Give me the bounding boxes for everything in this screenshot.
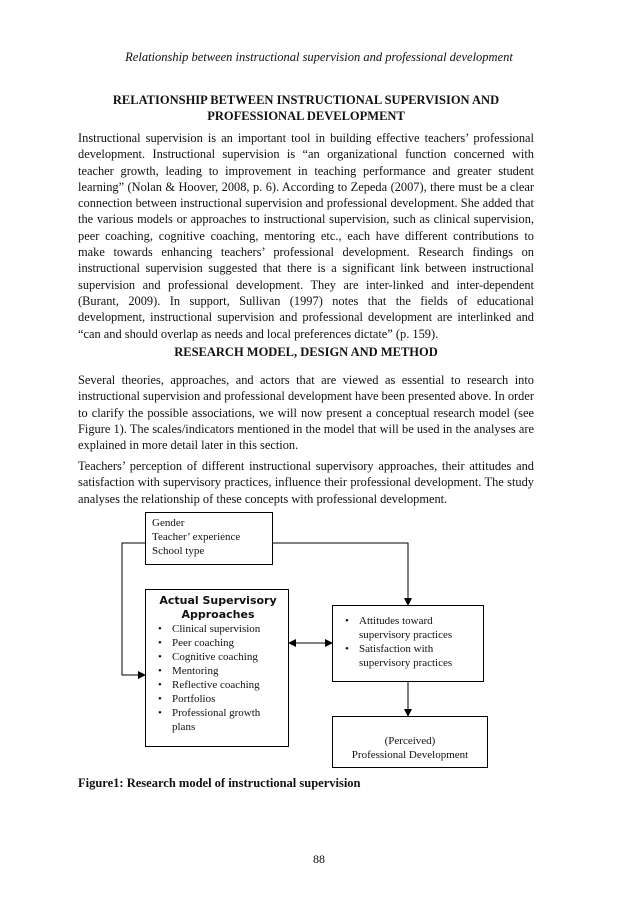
approaches-title-line-2: Approaches: [181, 608, 255, 621]
outcome-line-2: Professional Development: [351, 749, 469, 761]
approach-item: • Portfolios: [152, 692, 284, 706]
background-variable-item: Teacher’ experience: [152, 531, 241, 543]
background-variables-box: [145, 512, 273, 565]
professional-development-box: [332, 716, 488, 768]
page-number: 88: [313, 852, 325, 866]
attitudes-list: [339, 614, 479, 670]
approach-item: • Peer coaching: [152, 636, 284, 650]
paragraph-1: Instructional supervision is an important tool in building effective teachers’ professional development. Instructional supervision is “an organizational function concerned with teacher growth, leading to improvement in teaching performance and greater student learning” (Nolan & Hoover, 2008, p. 6). According to Zepeda (2007), there must be a clear connection between instructional supervision and professional development. She added that the various models or approaches to instructional supervision, such as clinical supervision, peer coaching, cognitive coaching, mentoring etc., each have different contributions to make towards enhancing teachers’ professional development. Research findings on instructional supervision suggested that there is a significant link between instructional supervision and professional development. They are inter-linked and inter-dependent (Burant, 2009). In support, Sullivan (1997) notes that the fields of educational development, instructional supervision and professional development are interlinked and “can and should overlap as needs and local preferences dictate” (p. 159).: [78, 131, 534, 341]
section-title-line-2: PROFESSIONAL DEVELOPMENT: [207, 109, 405, 123]
approach-item: • Cognitive coaching: [152, 650, 284, 664]
approach-item: • Professional growth plans: [152, 706, 284, 734]
attitude-item: • Satisfaction with supervisory practices: [339, 642, 479, 670]
connector-background-to-approaches: [122, 543, 145, 675]
running-head: Relationship between instructional supervision and professional development: [125, 50, 513, 64]
paragraph-2: Several theories, approaches, and actors that are viewed as essential to research into instructional supervision and professional development have been presented above. In order to clarify the possible associations, we will now present a conceptual research model (see Figure 1). The scales/indicators mentioned in the model that will be used in the analyses are explained in more detail later in this section.: [78, 373, 534, 453]
connector-background-to-attitudes: [273, 543, 408, 605]
attitude-item: • Attitudes toward supervisory practices: [339, 614, 479, 642]
approach-item: • Clinical supervision: [152, 622, 284, 636]
attitudes-box: [332, 605, 484, 682]
approach-item: • Reflective coaching: [152, 678, 284, 692]
approaches-list: [152, 622, 284, 734]
paragraph-3: Teachers’ perception of different instructional supervisory approaches, their attitudes and satisfaction with supervisory practices, influence their professional development. The study analyses the relationship of these concepts with professional development.: [78, 459, 534, 506]
background-variable-item: Gender: [152, 517, 185, 529]
outcome-line-1: (Perceived): [384, 735, 436, 747]
section-title-line-1: RELATIONSHIP BETWEEN INSTRUCTIONAL SUPERVISION AND: [112, 93, 500, 107]
approaches-box: [145, 589, 289, 747]
background-variable-item: School type: [152, 545, 205, 557]
figure-caption: Figure1: Research model of instructional supervision: [78, 776, 361, 790]
approach-item: • Mentoring: [152, 664, 284, 678]
section-heading: RESEARCH MODEL, DESIGN AND METHOD: [174, 345, 438, 359]
approaches-title-line-1: Actual Supervisory: [159, 594, 277, 607]
